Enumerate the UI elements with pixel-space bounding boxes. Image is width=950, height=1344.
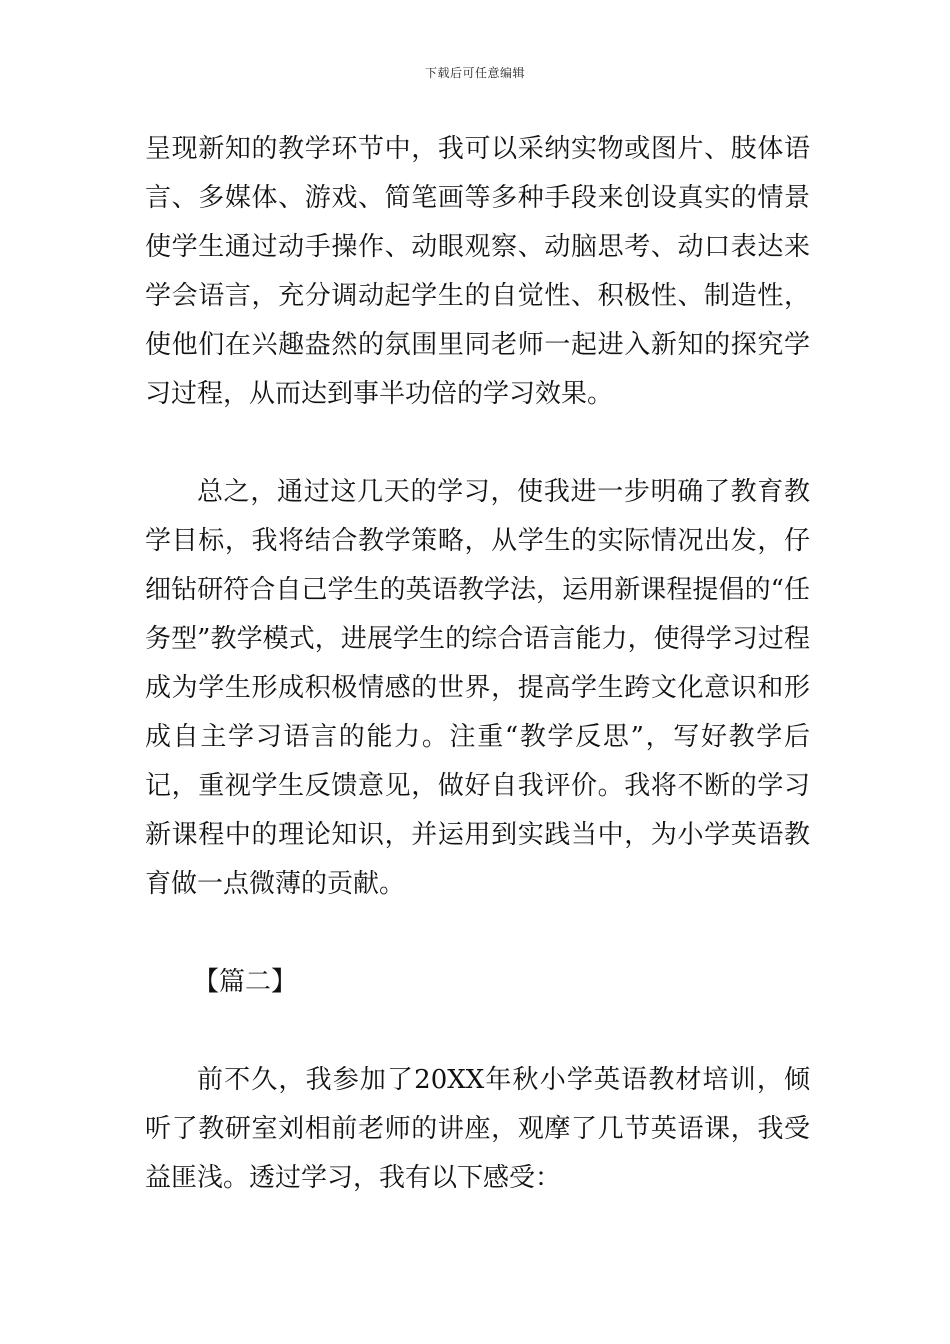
paragraph-gap [145,1007,810,1056]
paragraph-gap [145,909,810,958]
page-header: 下载后可任意编辑 [424,66,525,80]
paragraph-1: 呈现新知的教学环节中，我可以采纳实物或图片、肢体语言、多媒体、游戏、简笔画等多种手段来创设真实的情景使学生通过动手操作、动眼观察、动脑思考、动口表达来学会语言，充分调动起学生的自觉性、积极性、制造性，使他们在兴趣盎然的氛围里同老师一起进入新知的探究学习过程，从而达到事半功倍的学习效果。 [145,134,810,409]
paragraph-3: 前不久，我参加了20XX年秋小学英语教材培训，倾听了教研室刘相前老师的讲座，观摩了几节英语课，我受益匪浅。透过学习，我有以下感受： [145,1065,810,1193]
paragraph-2: 总之，通过这几天的学习，使我进一步明确了教育教学目标，我将结合教学策略，从学生的实际情况出发，仔细钻研符合自己学生的英语教学法，运用新课程提倡的“任务型”教学模式，进展学生的综合语言能力，使得学习过程成为学生形成积极情感的世界，提高学生跨文化意识和形成自主学习语言的能力。注重“教学反思”，写好教学后记，重视学生反馈意见，做好自我评价。我将不断的学习新课程中的理论知识，并运用到实践当中，为小学英语教育做一点微薄的贡献。 [145,477,810,899]
document-body [145,125,810,1203]
paragraph-gap [145,419,810,468]
section-heading: 【篇二】 [193,967,298,997]
